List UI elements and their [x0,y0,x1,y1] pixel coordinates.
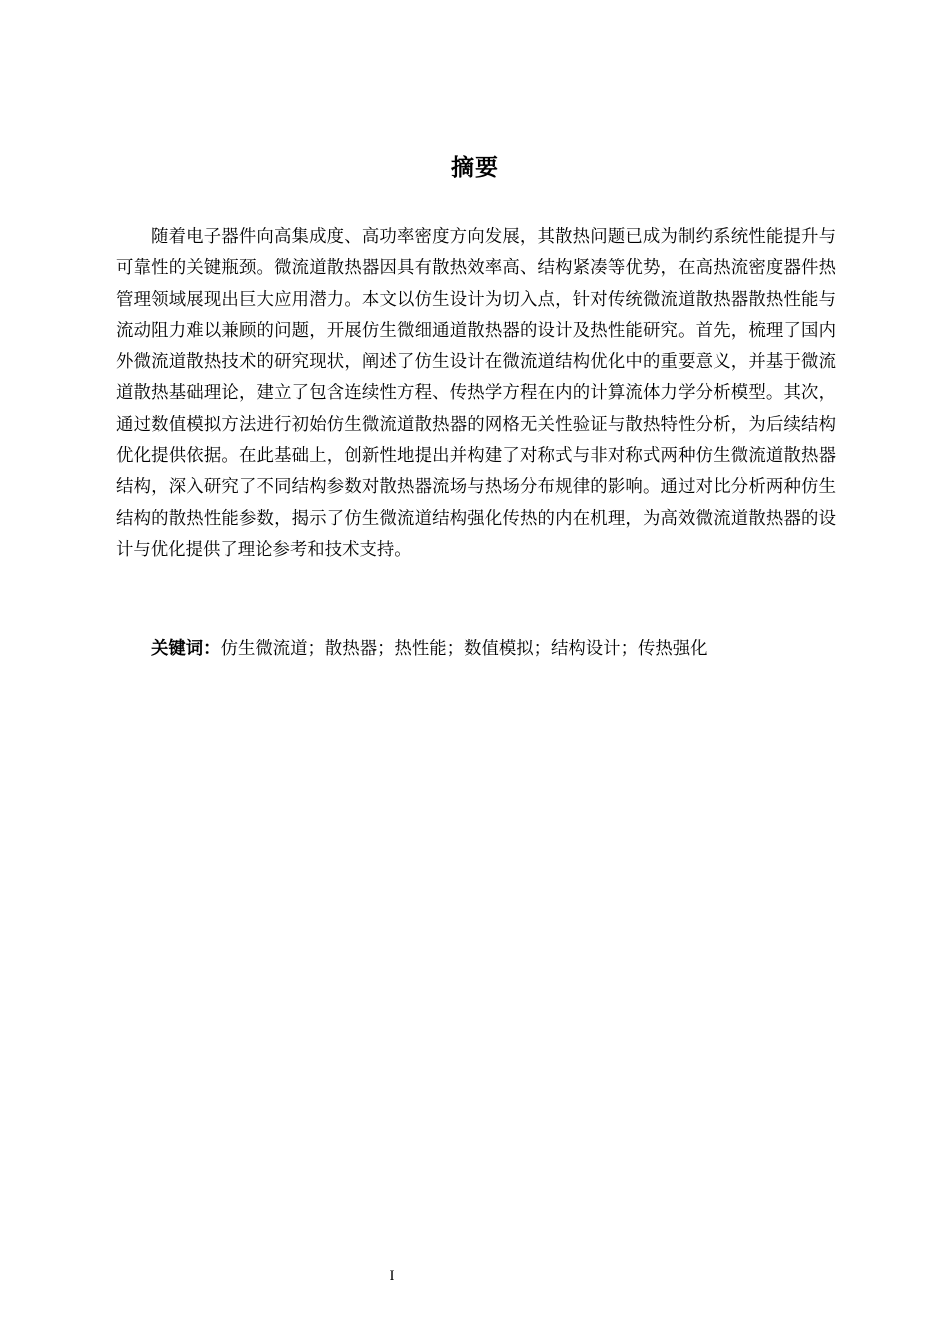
page-title: 摘要 [451,155,499,181]
keywords-list: 仿生微流道；散热器；热性能；数值模拟；结构设计；传热强化 [220,639,708,659]
abstract-paragraph: 随着电子器件向高集成度、高功率密度方向发展，其散热问题已成为制约系统性能提升与可靠性的关键瓶颈。微流道散热器因具有散热效率高、结构紧凑等优势，在高热流密度器件热管理领域展现出巨大应用潜力。本文以仿生设计为切入点，针对传统微流道散热器散热性能与流动阻力难以兼顾的问题，开展仿生微细通道散热器的设计及热性能研究。首先，梳理了国内外微流道散热技术的研究现状，阐述了仿生设计在微流道结构优化中的重要意义，并基于微流道散热基础理论，建立了包含连续性方程、传热学方程在内的计算流体力学分析模型。其次，通过数值模拟方法进行初始仿生微流道散热器的网格无关性验证与散热特性分析，为后续结构优化提供依据。在此基础上，创新性地提出并构建了对称式与非对称式两种仿生微流道散热器结构，深入研究了不同结构参数对散热器流场与热场分布规律的影响。通过对比分析两种仿生结构的散热性能参数，揭示了仿生微流道结构强化传热的内在机理，为高效微流道散热器的设计与优化提供了理论参考和技术支持。 [116,227,836,560]
keywords-line [151,634,841,665]
page-number: I [389,1268,395,1284]
keywords-label: 关键词： [151,639,221,659]
